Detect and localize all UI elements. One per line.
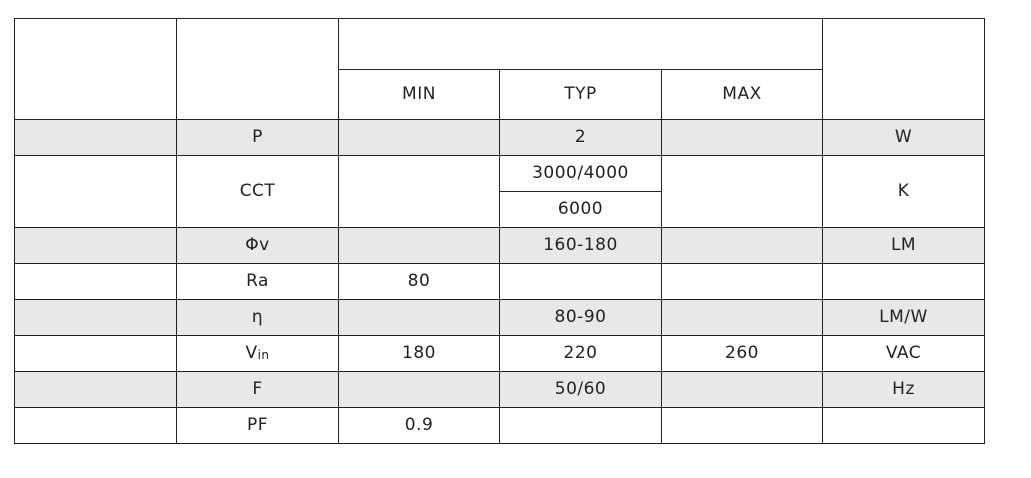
min-cell: 180 [339,336,500,372]
typ-cell: 2 [500,120,662,156]
unit-cell: VAC [823,336,985,372]
row-cct [15,156,985,192]
typ-cell: 50/60 [500,372,662,408]
param-main: V [245,343,258,363]
row-eta [15,300,985,336]
typ-cell: 3000/4000 [500,156,662,192]
typ-cell: 220 [500,336,662,372]
param-cell: Ra [177,264,339,300]
max-cell: 260 [662,336,823,372]
typ-cell: 80-90 [500,300,662,336]
unit-cell: LM/W [823,300,985,336]
unit-cell: LM [823,228,985,264]
min-cell: 0.9 [339,408,500,444]
unit-cell [823,264,985,300]
header-blank-2 [177,19,339,120]
param-cell: PF [177,408,339,444]
header-max: MAX [662,70,823,120]
row-blank [15,408,177,444]
header-min: MIN [339,70,500,120]
header-value-group [339,19,823,70]
param-cell: Φv [177,228,339,264]
row-blank [15,120,177,156]
min-cell [339,120,500,156]
header-blank-1 [15,19,177,120]
min-cell: 80 [339,264,500,300]
row-vin [15,336,985,372]
header-blank-unit [823,19,985,120]
min-cell [339,228,500,264]
row-blank [15,264,177,300]
typ-cell: 6000 [500,192,662,228]
row-ra [15,264,985,300]
param-cell: η [177,300,339,336]
row-blank [15,300,177,336]
param-subscript: in [257,348,270,362]
row-blank [15,372,177,408]
unit-cell: K [823,156,985,228]
min-cell [339,372,500,408]
param-cell [177,336,339,372]
max-cell [662,372,823,408]
header-typ: TYP [500,70,662,120]
row-p [15,120,985,156]
max-cell [662,408,823,444]
param-cell: CCT [177,156,339,228]
max-cell [662,264,823,300]
typ-cell: 160-180 [500,228,662,264]
row-blank [15,156,177,228]
row-pf [15,408,985,444]
typ-cell [500,264,662,300]
row-f [15,372,985,408]
min-cell [339,156,500,228]
max-cell [662,228,823,264]
unit-cell [823,408,985,444]
min-cell [339,300,500,336]
unit-cell: Hz [823,372,985,408]
max-cell [662,300,823,336]
spec-table [14,18,985,444]
unit-cell: W [823,120,985,156]
typ-cell [500,408,662,444]
param-cell: F [177,372,339,408]
max-cell [662,120,823,156]
row-blank [15,336,177,372]
header-row-top [15,19,985,70]
row-blank [15,228,177,264]
max-cell [662,156,823,228]
param-cell: P [177,120,339,156]
row-phi [15,228,985,264]
